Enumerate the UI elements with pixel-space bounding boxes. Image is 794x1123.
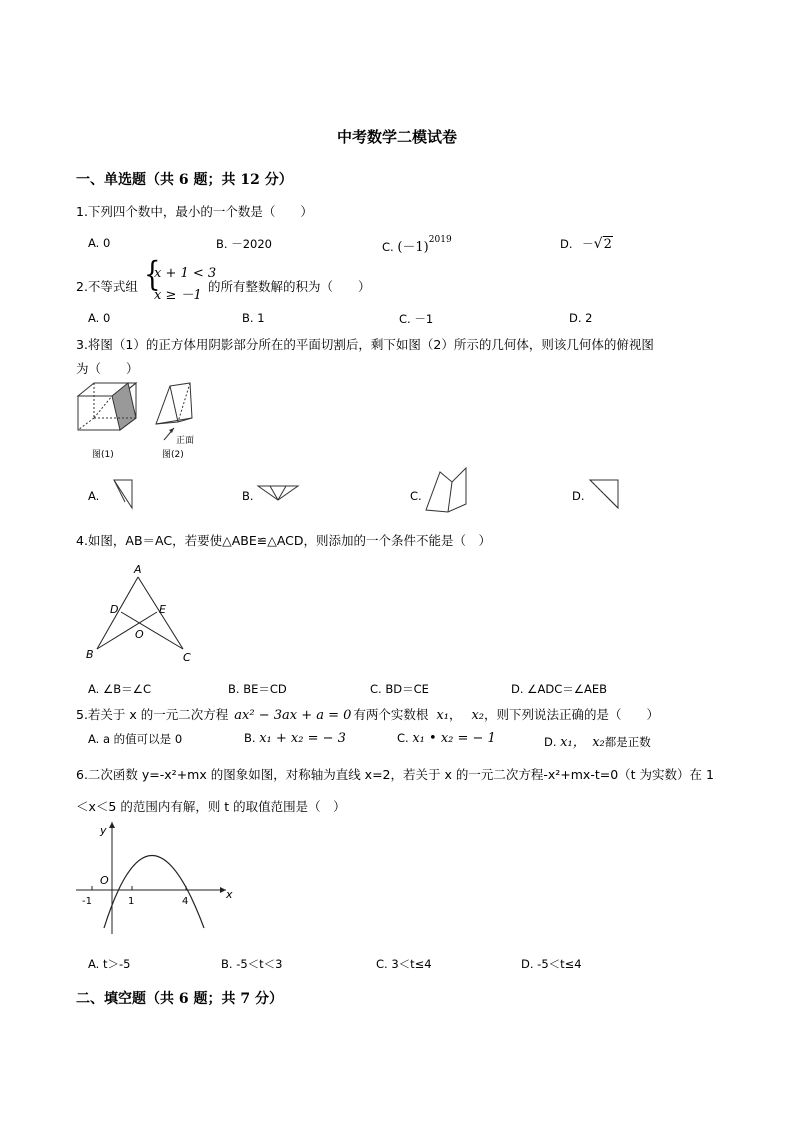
section-heading-single-choice: 一、单选题（共 6 题；共 12 分） <box>76 172 293 188</box>
point-b-label: B <box>86 648 94 661</box>
origin-label: O <box>100 874 109 887</box>
point-d-label: D <box>110 603 119 616</box>
option-a-top-view-figure <box>112 478 136 510</box>
question-4-stem: 4.如图，AB＝AC，若要使△ABE≌△ACD，则添加的一个条件不能是（ ） <box>76 533 492 548</box>
question-4-option-c: C. BD＝CE <box>370 682 429 696</box>
option-b-top-view-figure <box>256 484 300 504</box>
question-5-stem: 5.若关于 x 的一元二次方程 ax² − 3ax + a = 0 有两个实数根 x₁， x₂，则下列说法正确的是（ ） <box>76 707 660 723</box>
question-5-option-a: A. a 的值可以是 0 <box>88 732 183 746</box>
question-3-stem-line-2: 为（ ） <box>76 361 139 376</box>
x-axis-label: x <box>226 888 233 901</box>
question-2-option-a: A. 0 <box>88 311 111 325</box>
point-o-label: O <box>135 628 144 641</box>
question-4-option-d: D. ∠ADC＝∠AEB <box>511 682 608 696</box>
question-6-option-d: D. -5＜t≤4 <box>521 957 582 971</box>
question-6-option-a: A. t＞-5 <box>88 957 131 971</box>
question-4-triangle-figure <box>80 563 200 669</box>
question-2-option-b: B. 1 <box>242 311 265 325</box>
question-6-stem-line-1: 6.二次函数 y=-x²+mx 的图象如图，对称轴为直线 x=2，若关于 x 的一元二次方程-x²+mx-t=0（t 为实数）在 1 <box>76 767 714 782</box>
question-4-option-b: B. BE＝CD <box>228 682 287 696</box>
point-a-label: A <box>134 563 142 576</box>
question-6-option-b: B. -5＜t＜3 <box>221 957 283 971</box>
question-3-stem-line-1: 3.将图（1）的正方体用阴影部分所在的平面切割后，剩下如图（2）所示的几何体，则该几何体的俯视图 <box>76 337 654 352</box>
front-view-label: 正面 <box>176 436 195 446</box>
question-1-option-d: D. －√2 <box>560 236 612 252</box>
point-e-label: E <box>159 603 166 616</box>
figure-1-caption: 图(1) <box>92 450 114 460</box>
point-c-label: C <box>183 651 191 664</box>
question-3-cube-figure <box>70 378 140 463</box>
question-2-option-c: C. －1 <box>399 312 434 326</box>
question-1-option-a: A. 0 <box>88 236 111 250</box>
question-1-stem: 1.下列四个数中，最小的一个数是（ ） <box>76 204 313 219</box>
page-title: 中考数学二模试卷 <box>336 128 457 146</box>
question-2-inequality-2: x ≥ －1 <box>154 288 202 303</box>
question-3-solid-figure <box>148 378 218 463</box>
y-axis-label: y <box>100 824 107 837</box>
question-5-option-c: C. x₁ • x₂ = − 1 <box>397 731 496 746</box>
question-2-inequality-1: x + 1 < 3 <box>154 266 217 281</box>
tick-label-4: 4 <box>182 896 189 907</box>
question-6-option-c: C. 3＜t≤4 <box>376 957 432 971</box>
brace-symbol: { <box>144 255 161 295</box>
question-2-prefix: 2.不等式组 <box>76 279 138 294</box>
question-6-stem-line-2: ＜x＜5 的范围内有解，则 t 的取值范围是（ ） <box>76 799 346 814</box>
question-3-option-d: D. <box>572 489 585 503</box>
question-1-option-c: C. $(-1)^{2019}$ <box>382 235 452 255</box>
question-6-parabola-graph <box>74 818 239 938</box>
option-c-top-view-figure <box>424 466 468 514</box>
question-2-option-d: D. 2 <box>569 311 593 325</box>
tick-label-neg1: -1 <box>82 896 92 907</box>
question-4-option-a: A. ∠B＝∠C <box>88 682 152 696</box>
question-3-option-b: B. <box>242 489 254 503</box>
option-d-top-view-figure <box>588 478 622 510</box>
figure-2-caption: 图(2) <box>162 450 184 460</box>
question-3-option-a: A. <box>88 489 100 503</box>
question-3-option-c: C. <box>410 489 422 503</box>
tick-label-1: 1 <box>128 896 135 907</box>
section-heading-fill-in: 二、填空题（共 6 题；共 7 分） <box>76 991 283 1007</box>
question-1-option-b: B. －2020 <box>216 237 272 251</box>
question-5-option-d: D. x₁， x₂都是正数 <box>544 735 651 750</box>
question-5-option-b: B. x₁ + x₂ = − 3 <box>244 731 346 746</box>
question-2-suffix: 的所有整数解的积为（ ） <box>208 279 371 294</box>
